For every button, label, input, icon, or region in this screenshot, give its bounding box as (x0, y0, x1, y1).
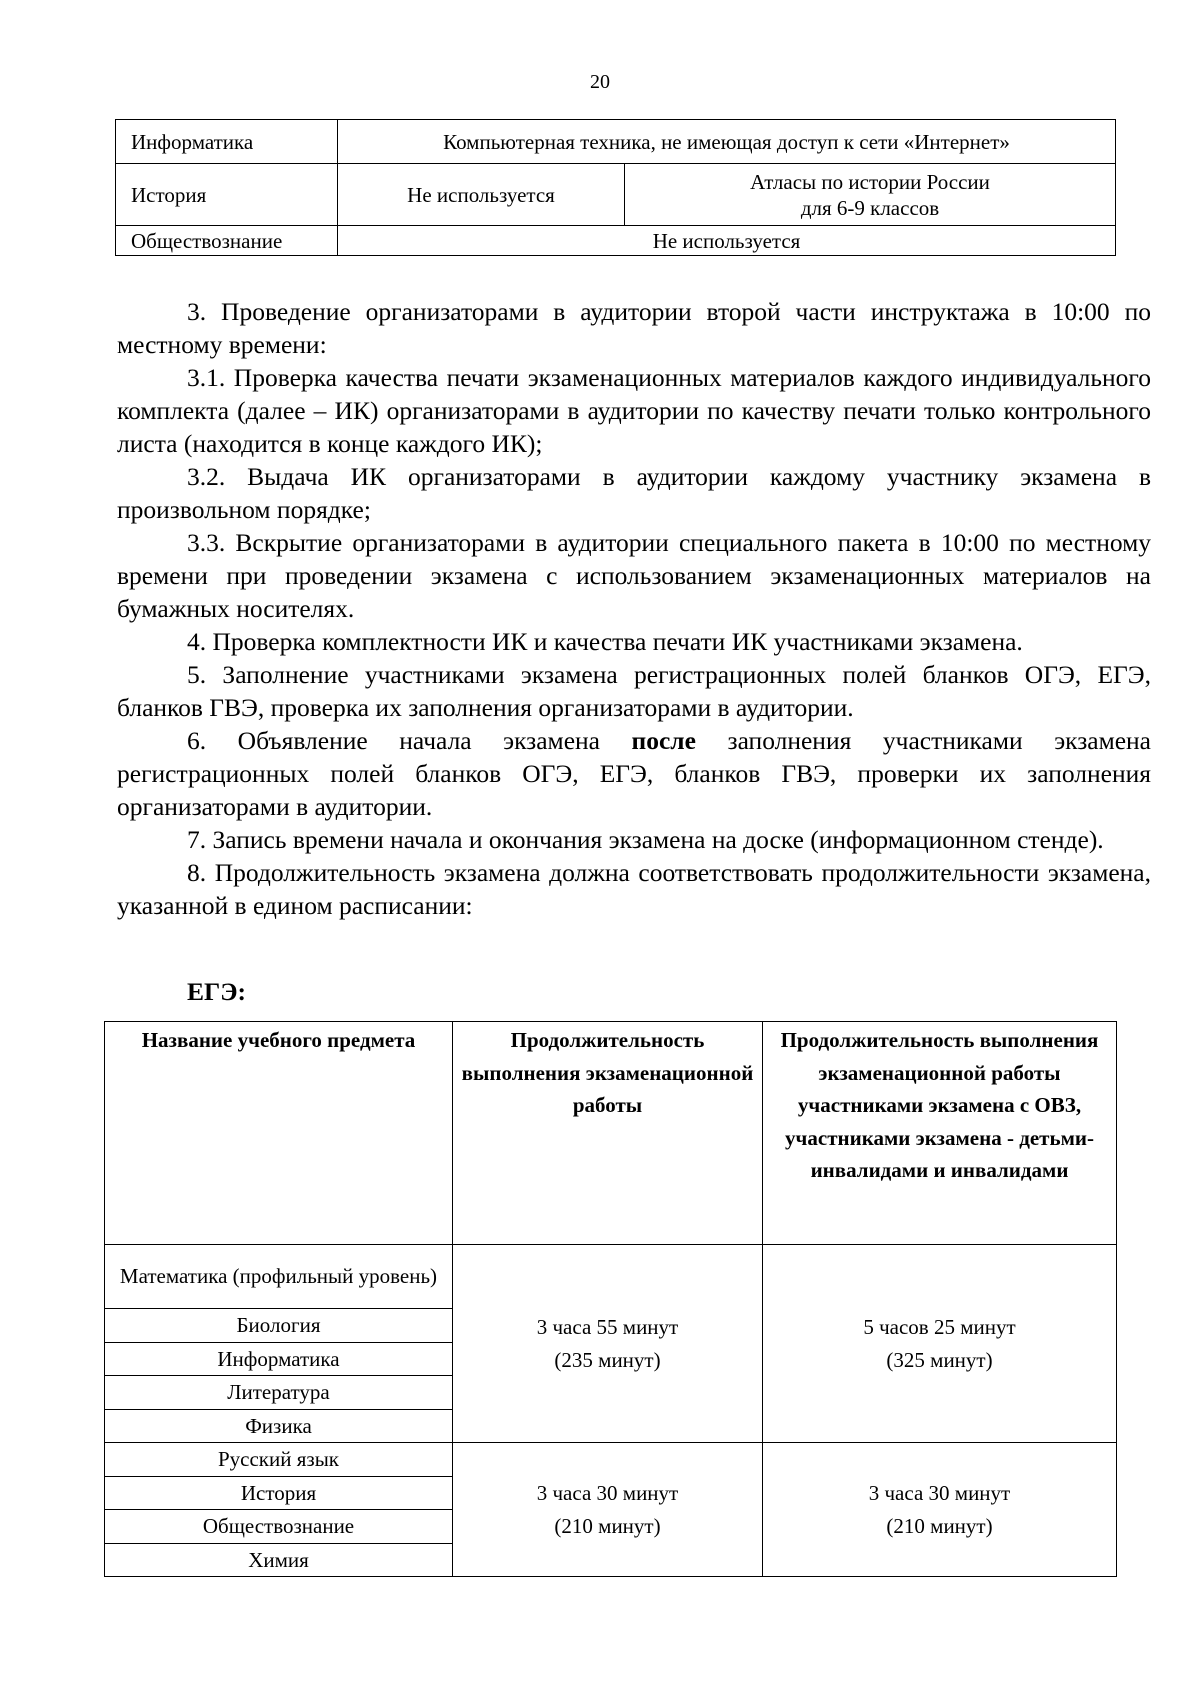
table-row (116, 226, 1116, 256)
duration-minutes: (210 минут) (554, 1513, 661, 1538)
subject-cell: Информатика (105, 1342, 453, 1376)
paragraph-8: 8. Продолжительность экзамена должна соответствовать продолжительности экзамена, указанной в едином расписании: (117, 858, 1151, 920)
paragraph-6-emphasis: после (631, 726, 696, 755)
ege-equipment-cell: Не используется (338, 164, 625, 226)
duration-ovz-minutes: (210 минут) (886, 1513, 993, 1538)
subject-cell: Математика (профильный уровень) (105, 1245, 453, 1309)
oge-equipment-line1: Атласы по истории России (750, 169, 990, 194)
header-duration-ovz: Продолжительность выполнения экзаменационной работы участниками экзамена с ОВЗ, участниками экзамена - детьми-инвалидами и инвалидами (763, 1022, 1117, 1245)
duration-text: 3 часа 30 минут (536, 1481, 679, 1505)
subject-cell: Физика (105, 1409, 453, 1443)
table-header-row (105, 1022, 1117, 1245)
equipment-cell: Не используется (338, 226, 1116, 256)
subject-cell: Химия (105, 1543, 453, 1577)
subject-cell: Русский язык (105, 1443, 453, 1477)
paragraph-3-1: 3.1. Проверка качества печати экзаменационных материалов каждого индивидуального комплекта (далее – ИК) организаторами в аудитории по качеству печати только контрольного листа (находится в конце каждого ИК); (117, 363, 1151, 458)
paragraph-5: 5. Заполнение участниками экзамена регистрационных полей бланков ОГЭ, ЕГЭ, бланков ГВЭ, проверка их заполнения организаторами в аудитории. (117, 660, 1151, 722)
subject-cell: История (116, 164, 338, 226)
duration-minutes: (235 минут) (554, 1347, 661, 1372)
table-row (105, 1245, 1117, 1309)
duration-ovz-cell (763, 1245, 1117, 1443)
subject-cell: История (105, 1476, 453, 1510)
header-subject: Название учебного предмета (105, 1022, 453, 1245)
duration-cell (453, 1443, 763, 1577)
duration-cell (453, 1245, 763, 1443)
instructions-text (117, 295, 1151, 922)
table-row (116, 164, 1116, 226)
duration-ovz-text: 5 часов 25 минут (863, 1315, 1016, 1339)
duration-text: 3 часа 55 минут (536, 1315, 679, 1339)
page-number: 20 (590, 71, 610, 93)
subject-cell: Литература (105, 1376, 453, 1410)
subject-cell: Биология (105, 1309, 453, 1343)
table-row (105, 1443, 1117, 1477)
equipment-table (115, 119, 1116, 256)
paragraph-6-end: заполнения участниками экзамена регистрационных полей бланков ОГЭ, ЕГЭ, бланков ГВЭ, проверки их заполнения организаторами в аудитории. (117, 726, 1151, 821)
paragraph-4: 4. Проверка комплектности ИК и качества печати ИК участниками экзамена. (187, 627, 1023, 656)
paragraph-3: 3. Проведение организаторами в аудитории второй части инструктажа в 10:00 по местному времени: (117, 297, 1151, 359)
oge-equipment-cell (625, 164, 1116, 226)
paragraph-7: 7. Запись времени начала и окончания экзамена на доске (информационном стенде). (187, 825, 1104, 854)
ege-duration-table (104, 1021, 1117, 1577)
paragraph-6-start: 6. Объявление начала экзамена (187, 726, 600, 755)
subject-cell: Обществознание (105, 1510, 453, 1544)
paragraph-3-2: 3.2. Выдача ИК организаторами в аудитории каждому участнику экзамена в произвольном порядке; (117, 462, 1151, 524)
equipment-cell: Компьютерная техника, не имеющая доступ к сети «Интернет» (338, 120, 1116, 164)
paragraph-6 (117, 724, 1151, 823)
subject-cell: Обществознание (116, 226, 338, 256)
subject-cell: Информатика (116, 120, 338, 164)
duration-ovz-text: 3 часа 30 минут (868, 1481, 1011, 1505)
ege-heading: ЕГЭ: (187, 977, 247, 1006)
header-duration: Продолжительность выполнения экзаменационной работы (453, 1022, 763, 1245)
duration-ovz-minutes: (325 минут) (886, 1347, 993, 1372)
oge-equipment-line2: для 6-9 классов (800, 195, 940, 220)
table-row (116, 120, 1116, 164)
duration-ovz-cell (763, 1443, 1117, 1577)
paragraph-3-3: 3.3. Вскрытие организаторами в аудитории специального пакета в 10:00 по местному времени при проведении экзамена с использованием экзаменационных материалов на бумажных носителях. (117, 528, 1151, 623)
